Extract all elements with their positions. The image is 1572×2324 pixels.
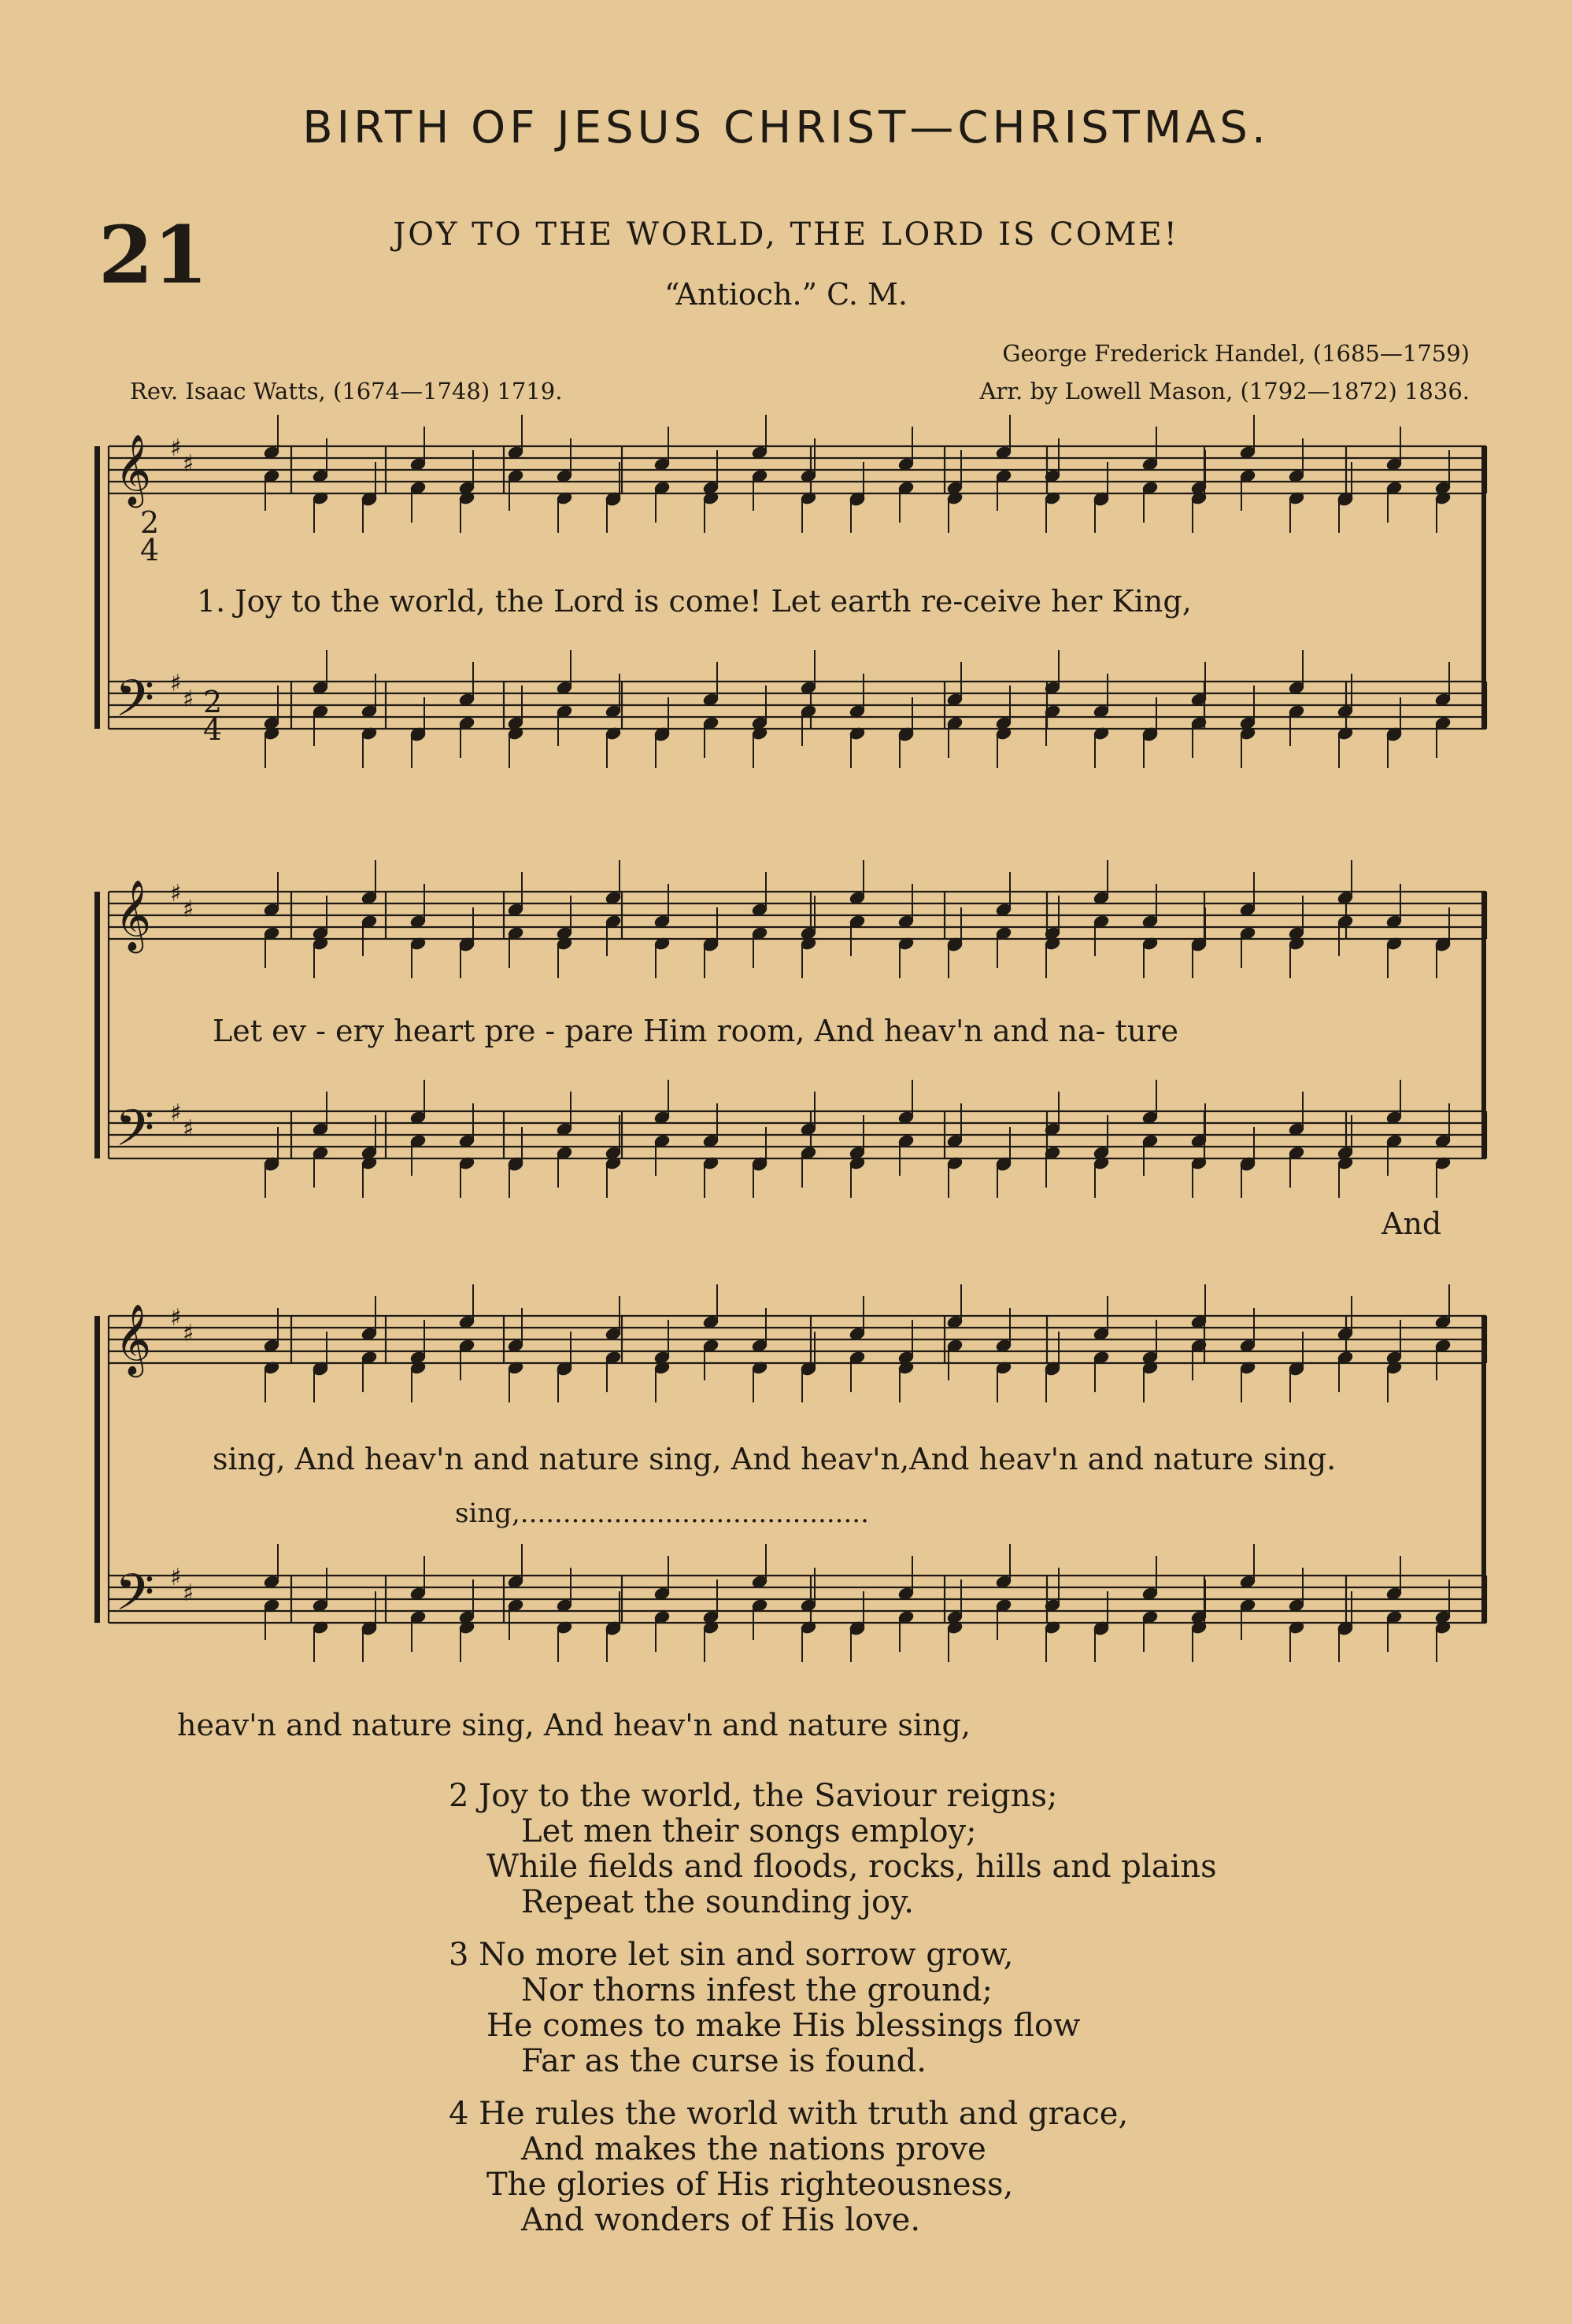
lyrics-system-3-bass: heav'n and nature sing, And heav'n and nature sing, xyxy=(177,1708,971,1742)
sharp-icon: ♯ xyxy=(183,1580,194,1607)
lyrics-system-1: 1. Joy to the world, the Lord is come! Let earth re-ceive her King, xyxy=(197,584,1192,619)
verse-2 xyxy=(449,1779,1217,1920)
section-title: BIRTH OF JESUS CHRIST—CHRISTMAS. xyxy=(302,102,1270,153)
sharp-icon: ♯ xyxy=(183,450,194,478)
system-bracket xyxy=(94,1316,100,1623)
time-signature-top-1: 2 xyxy=(140,505,160,540)
system-bracket xyxy=(94,892,100,1158)
end-barline xyxy=(1481,1316,1486,1623)
verse-4 xyxy=(449,2097,1217,2238)
bass-clef-icon: 𝄢 xyxy=(115,670,155,741)
sharp-icon: ♯ xyxy=(170,880,182,907)
verse-line: Let men their songs employ; xyxy=(521,1813,977,1849)
verse-line: Repeat the sounding joy. xyxy=(521,1884,915,1920)
verse-line: He rules the world with truth and grace, xyxy=(479,2096,1129,2132)
verse-3 xyxy=(449,1938,1217,2079)
sharp-icon: ♯ xyxy=(183,1115,194,1143)
verse-line: While fields and floods, rocks, hills and plains xyxy=(486,1849,1217,1885)
sharp-icon: ♯ xyxy=(183,1320,194,1347)
tune-name: “Antioch.” C. M. xyxy=(664,277,908,312)
verse-line: Far as the curse is found. xyxy=(521,2043,927,2079)
treble-clef-icon: 𝄞 xyxy=(115,880,152,951)
system-bracket xyxy=(94,446,100,729)
lyrics-system-2: Let ev - ery heart pre - pare Him room, And heav'n and na- ture xyxy=(213,1014,1178,1048)
sharp-icon: ♯ xyxy=(170,1304,182,1332)
sharp-icon: ♯ xyxy=(183,685,194,713)
verse-line: Nor thorns infest the ground; xyxy=(521,1972,993,2008)
verse-line: He comes to make His blessings flow xyxy=(486,2008,1081,2044)
arranger-credit: Arr. by Lowell Mason, (1792—1872) 1836. xyxy=(979,378,1470,405)
verse-number: 4 xyxy=(449,2096,469,2132)
lyrics-system-3-bass-sing: sing,......................................... xyxy=(455,1498,869,1529)
bass-clef-icon: 𝄢 xyxy=(115,1099,155,1170)
time-signature-top-2: 2 xyxy=(203,685,223,719)
sharp-icon: ♯ xyxy=(170,670,182,697)
sharp-icon: ♯ xyxy=(183,896,194,923)
sharp-icon: ♯ xyxy=(170,1564,182,1591)
verse-number: 3 xyxy=(449,1937,469,1973)
treble-clef-icon: 𝄞 xyxy=(115,1304,152,1375)
bass-clef-icon: 𝄢 xyxy=(115,1564,155,1635)
sharp-icon: ♯ xyxy=(170,1099,182,1127)
time-signature-bottom-2: 4 xyxy=(203,712,223,747)
end-barline xyxy=(1481,446,1486,729)
hymn-title: JOY TO THE WORLD, THE LORD IS COME! xyxy=(393,216,1179,253)
verse-line: The glories of His righteousness, xyxy=(486,2167,1014,2203)
verse-line: And makes the nations prove xyxy=(521,2131,986,2167)
lyrics-system-3: sing, And heav'n and nature sing, And heav'n,And heav'n and nature sing. xyxy=(213,1442,1337,1476)
verse-line: No more let sin and sorrow grow, xyxy=(479,1937,1014,1973)
hymn-number: 21 xyxy=(98,209,209,301)
sharp-icon: ♯ xyxy=(170,434,182,462)
author-credit: Rev. Isaac Watts, (1674—1748) 1719. xyxy=(130,378,563,405)
composer-credit: George Frederick Handel, (1685—1759) xyxy=(1002,340,1470,367)
lyrics-system-2-bass: And xyxy=(1382,1206,1442,1241)
treble-clef-icon: 𝄞 xyxy=(115,434,152,505)
end-barline xyxy=(1481,892,1486,1158)
verse-line: Joy to the world, the Saviour reigns; xyxy=(479,1778,1058,1814)
time-signature-bottom-1: 4 xyxy=(140,533,160,567)
verse-number: 2 xyxy=(449,1778,469,1814)
additional-verses xyxy=(449,1779,1217,2256)
verse-line: And wonders of His love. xyxy=(521,2202,921,2238)
